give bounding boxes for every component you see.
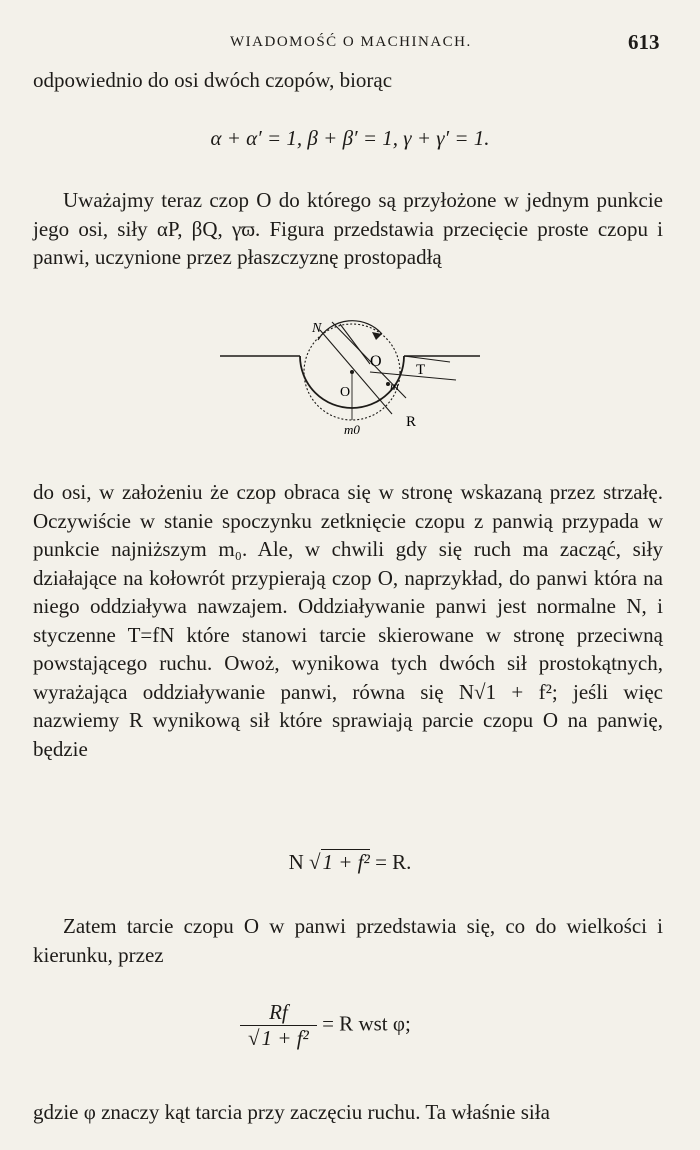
eq3-numerator: Rf xyxy=(240,1000,317,1026)
equation-sum-coefficients xyxy=(0,126,700,151)
paragraph-1-text: odpowiednio do osi dwóch czopów, biorąc xyxy=(33,68,393,92)
equation-friction xyxy=(240,1000,411,1051)
fraction xyxy=(240,1000,317,1051)
label-O-small: O xyxy=(340,385,351,400)
label-m: m xyxy=(390,379,399,393)
equation-text: α + α′ = 1, β + β′ = 1, γ + γ′ = 1. xyxy=(210,126,490,150)
paragraph-1 xyxy=(33,66,663,95)
paragraph-2 xyxy=(33,186,663,272)
running-title: WIADOMOŚĆ O MACHINACH. xyxy=(230,34,472,50)
running-header xyxy=(0,30,700,58)
eq2-right: = R. xyxy=(375,850,412,874)
eq3-denominator-wrap xyxy=(240,1026,317,1051)
paragraph-3-text: do osi, w założeniu że czop obraca się w stronę wskazaną przez strzałę. Oczywiście w stanie spoczynku zetknięcie czopu z panwią przypada w punkcie najniższym m₀. Ale, w chwili gdy się ruch ma zacząć, siły działające na kołowrót przypierają czop O, naprzykład, do panwi która na niego oddziaływa nawzajem. Oddziaływanie panwi jest normalne N, i styczenne T=fN które stanowi tarcie skierowane w stronę przeciwną powstającego ruchu. Owoż, wynikowa tych dwóch sił prostokątnych, wyrażająca oddziaływanie panwi, równa się N√1 + f²; jeśli więc nazwiemy R wynikową sił które sprawiają parcie czopu O na panwię, będzie xyxy=(33,480,663,761)
eq2-radicand: 1 + f² xyxy=(322,850,370,874)
paragraph-4-text: Zatem tarcie czopu O w panwi przedstawia się, co do wielkości i kierunku, przez xyxy=(33,914,663,967)
paragraph-5-text: gdzie φ znaczy kąt tarcia przy zaczęciu ruchu. Ta właśnie siła xyxy=(33,1100,550,1124)
paragraph-4 xyxy=(33,912,663,969)
label-O-big: O xyxy=(370,353,382,370)
journal-bearing-figure xyxy=(220,318,480,440)
radical-sign-icon: √ xyxy=(308,850,321,874)
label-T: T xyxy=(416,362,426,378)
page-number: 613 xyxy=(628,30,660,54)
eq3-rhs: = R wst φ; xyxy=(322,1011,411,1036)
label-N: N xyxy=(312,321,322,336)
eq2-left: N xyxy=(288,850,304,874)
label-R: R xyxy=(406,414,417,430)
eq3-denominator: 1 + f² xyxy=(261,1026,309,1050)
radical-sign-icon: √ xyxy=(248,1026,260,1050)
paragraph-3 xyxy=(33,478,663,763)
paragraph-5 xyxy=(33,1098,663,1127)
paragraph-2-text: Uważajmy teraz czop O do którego są przyłożone w jednym punkcie jego osi, siły αP, βQ, γϖ. Figura przedstawia przecięcie proste czopu i panwi, uczynione przez płaszczyznę prostopadłą xyxy=(33,188,663,269)
equation-resultant xyxy=(0,850,700,875)
label-m0: m0 xyxy=(344,422,360,437)
journal-bearing-diagram xyxy=(220,318,480,440)
